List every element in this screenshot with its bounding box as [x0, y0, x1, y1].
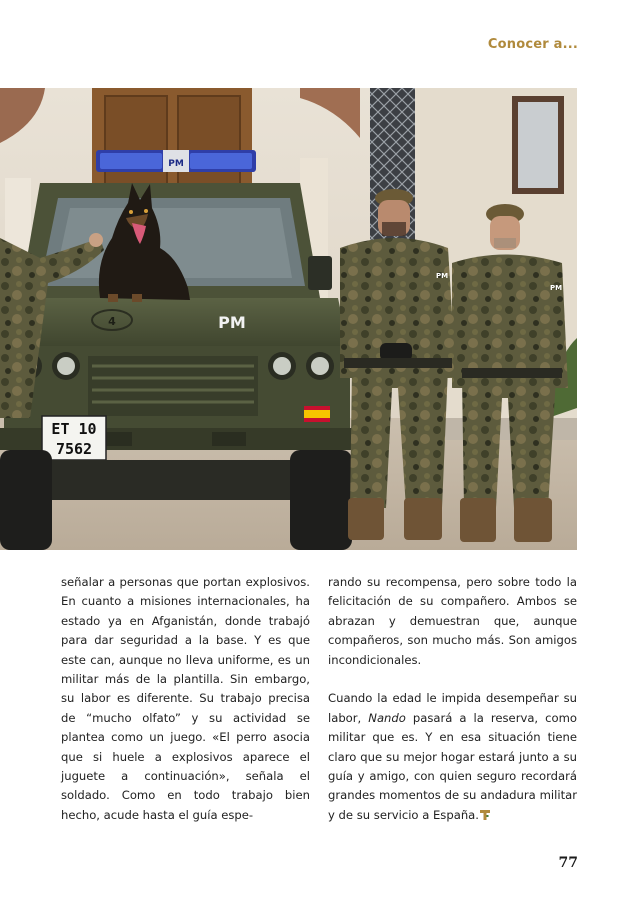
paragraph-2-end: pasará a la reserva, como militar que es. Y en esa situación tiene claro que su mejor hogar estará junto a su guía y amigo, con quien seguro recordará grandes momentos de su andadura militar y de su servicio a España. [328, 710, 577, 822]
right-column-paragraph-2 [328, 689, 577, 825]
plate-line-2: 7562 [55, 440, 93, 458]
article-photo [0, 88, 577, 550]
light-bar-label: PM [168, 159, 184, 169]
dog-name: Nando [368, 710, 406, 725]
tierra-logo-icon [480, 810, 490, 820]
article-column-left [61, 573, 310, 825]
section-header: Conocer a... [487, 37, 578, 52]
vehicle-number: 4 [108, 315, 116, 328]
sleeve-badge-center: PM [435, 272, 449, 280]
left-column-text: señalar a personas que portan explosivos. En cuanto a misiones internacionales, ha estado ya en Afganistán, donde trabajó para dar seguridad a la base. Y es que este can, aunque no lleva uniforme, es un militar más de la plantilla. Sin embargo, su labor es diferente. Su trabajo precisa de “mucho olfato” y su actividad se plantea como un juego. «El perro asocia que si huele a explosivos aparece el juguete a continuación», señala el soldado. Como en todo trabajo bien hecho, acude hasta el guía espe- [61, 575, 310, 822]
right-column-paragraph-1: rando su recompensa, pero sobre todo la felicitación de su compañero. Ambos se abrazan y demuestran que, aunque compañeros, son mucho más. Son amigos incondicionales. [328, 575, 577, 667]
sleeve-badge-right: PM [549, 284, 563, 292]
hood-label: PM [218, 313, 246, 332]
article-column-right [328, 573, 577, 825]
plate-line-1: ET 10 [51, 420, 97, 438]
paragraph-2-start: Cuando la edad le impida desempeñar su labor, [328, 691, 577, 725]
page-number: 77 [558, 855, 578, 871]
